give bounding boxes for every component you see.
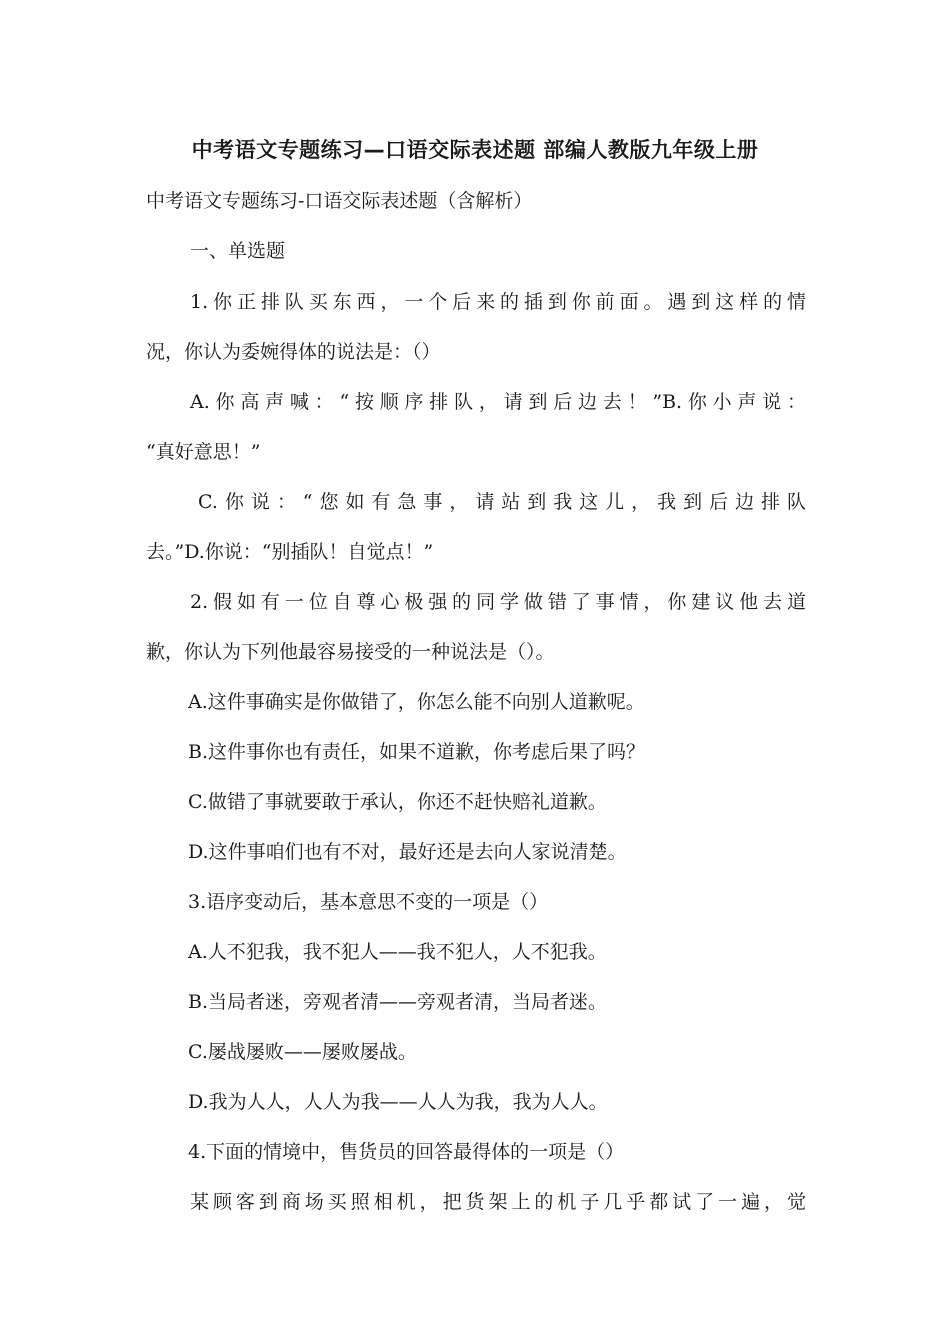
question-3-option-a: A.人不犯我，我不犯人——我不犯人，人不犯我。 <box>188 941 607 963</box>
question-1-option-d: 去。”D.你说：“别插队！自觉点！” <box>146 541 434 563</box>
question-3-option-c: C.屡战屡败——屡败屡战。 <box>188 1041 417 1063</box>
question-3-option-b: B.当局者迷，旁观者清——旁观者清，当局者迷。 <box>188 991 608 1013</box>
question-2-option-c: C.做错了事就要敢于承认，你还不赶快赔礼道歉。 <box>188 791 607 813</box>
question-1-options: A.你高声喊：“按顺序排队，请到后边去！”B.你小声说： <box>190 391 806 413</box>
question-1-text-cont: 况，你认为委婉得体的说法是：（） <box>146 341 441 363</box>
question-4-text: 4.下面的情境中，售货员的回答最得体的一项是（） <box>188 1141 625 1163</box>
question-1-option-c: C.你说：“您如有急事，请站到我这儿，我到后边排队 <box>198 491 806 513</box>
question-4-context: 某顾客到商场买照相机，把货架上的机子几乎都试了一遍，觉 <box>190 1191 806 1213</box>
question-2-text: 2.假如有一位自尊心极强的同学做错了事情，你建议他去道 <box>190 591 806 613</box>
question-1-text: 1.你正排队买东西，一个后来的插到你前面。遇到这样的情 <box>190 291 806 313</box>
document-subtitle: 中考语文专题练习-口语交际表述题（含解析） <box>146 190 533 212</box>
question-3-text: 3.语序变动后，基本意思不变的一项是（） <box>188 891 549 913</box>
question-3-option-d: D.我为人人，人人为我——人人为我，我为人人。 <box>188 1091 608 1113</box>
question-2-text-cont: 歉，你认为下列他最容易接受的一种说法是（）。 <box>146 641 555 663</box>
question-2-option-b: B.这件事你也有责任，如果不道歉，你考虑后果了吗？ <box>188 741 646 763</box>
question-2-option-a: A.这件事确实是你做错了，你怎么能不向别人道歉呢。 <box>188 691 645 713</box>
question-1-options-cont: “真好意思！” <box>146 441 261 463</box>
question-2-option-d: D.这件事咱们也有不对，最好还是去向人家说清楚。 <box>188 841 627 863</box>
section-heading: 一、单选题 <box>190 240 286 262</box>
document-title: 中考语文专题练习—口语交际表述题 部编人教版九年级上册 <box>191 138 759 162</box>
